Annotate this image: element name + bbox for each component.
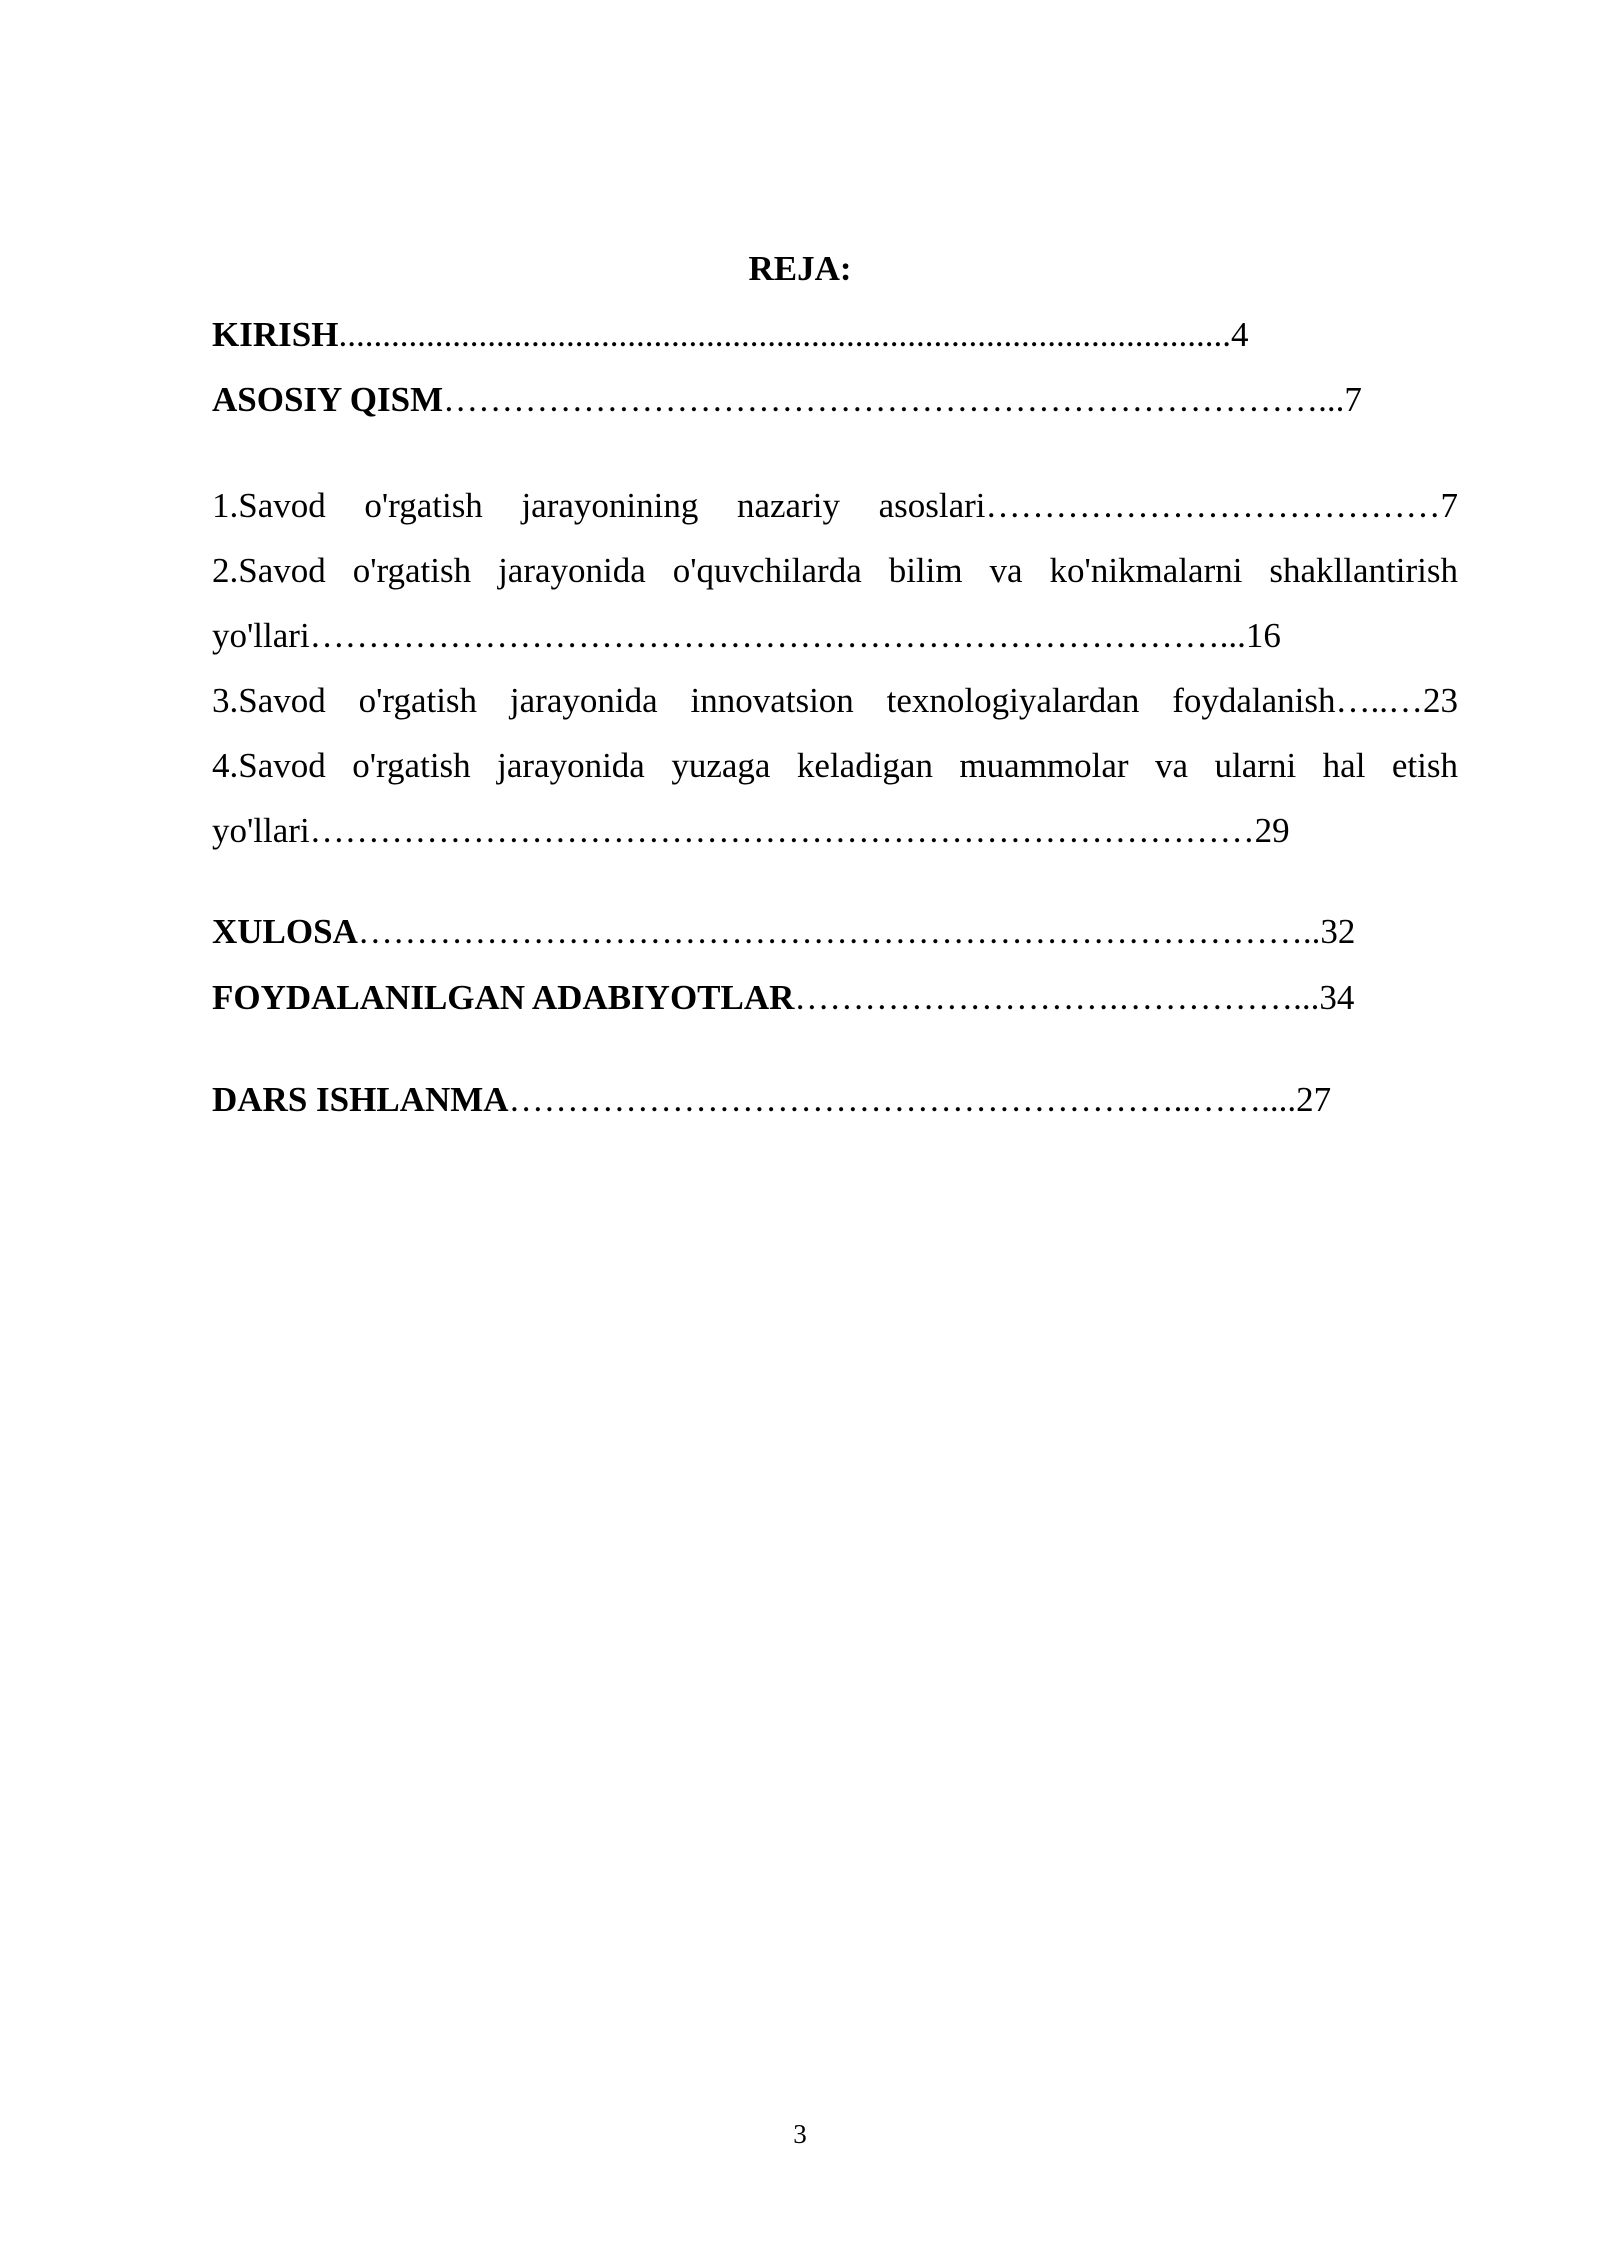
toc-text: 3.Savod o'rgatish jarayonida innovatsion texnologiyalardan foydalanish [212,681,1336,720]
toc-text: 4.Savod o'rgatish jarayonida yuzaga keladigan muammolar va ularni hal etish [212,746,1458,785]
toc-entry-4-line2 [212,809,1290,853]
toc-entry-xulosa [212,910,1355,954]
toc-entry-adabiyotlar [212,976,1354,1020]
toc-page-number: 32 [1320,912,1356,951]
page-title: REJA: [748,249,852,288]
toc-leader: ……………………………………………………………………… [309,811,1255,850]
toc-leader: …………………………………………………..…….... [508,1080,1297,1119]
toc-leader: ………………………………… [985,486,1441,525]
toc-label: FOYDALANILGAN ADABIYOTLAR [212,978,795,1017]
toc-label: ASOSIY QISM [212,380,444,419]
toc-label: XULOSA [212,912,358,951]
toc-page-number: 4 [1230,315,1249,354]
toc-leader: ……………………….……………... [794,978,1320,1017]
toc-entry-3 [212,679,1458,723]
toc-leader: ...................................................................................................... [338,315,1231,354]
toc-text: 2.Savod o'rgatish jarayonida o'quvchilarda bilim va ko'nikmalarni shakllantirish [212,551,1458,590]
toc-page-number: 7 [1440,486,1458,525]
toc-entry-2-line2 [212,614,1281,658]
toc-page-number: 23 [1423,681,1458,720]
toc-entry-1 [212,484,1458,528]
toc-entry-2-line1 [212,549,1458,593]
toc-label: DARS ISHLANMA [212,1080,509,1119]
toc-label: KIRISH [212,315,339,354]
toc-entry-4-line1 [212,744,1458,788]
page-number: 3 [793,2119,807,2149]
toc-page-number: 7 [1344,380,1362,419]
toc-entry-dars-ishlanma [212,1078,1331,1122]
toc-page-number: 16 [1245,616,1281,655]
toc-entry-asosiy-qism [212,378,1362,422]
toc-text: yo'llari [212,811,310,850]
toc-entry-kirish [212,313,1248,357]
toc-text: 1.Savod o'rgatish jarayonining nazariy asoslari [212,486,986,525]
toc-leader: ……………………………………………………………………... [309,616,1246,655]
toc-leader: ……………………………………………………………………….. [357,912,1321,951]
toc-page-number: 29 [1254,811,1290,850]
toc-leader: …..… [1335,681,1423,720]
toc-page-number: 34 [1319,978,1355,1017]
toc-leader: …………………………………………………………………... [443,380,1345,419]
toc-page-number: 27 [1296,1080,1332,1119]
toc-text: yo'llari [212,616,310,655]
